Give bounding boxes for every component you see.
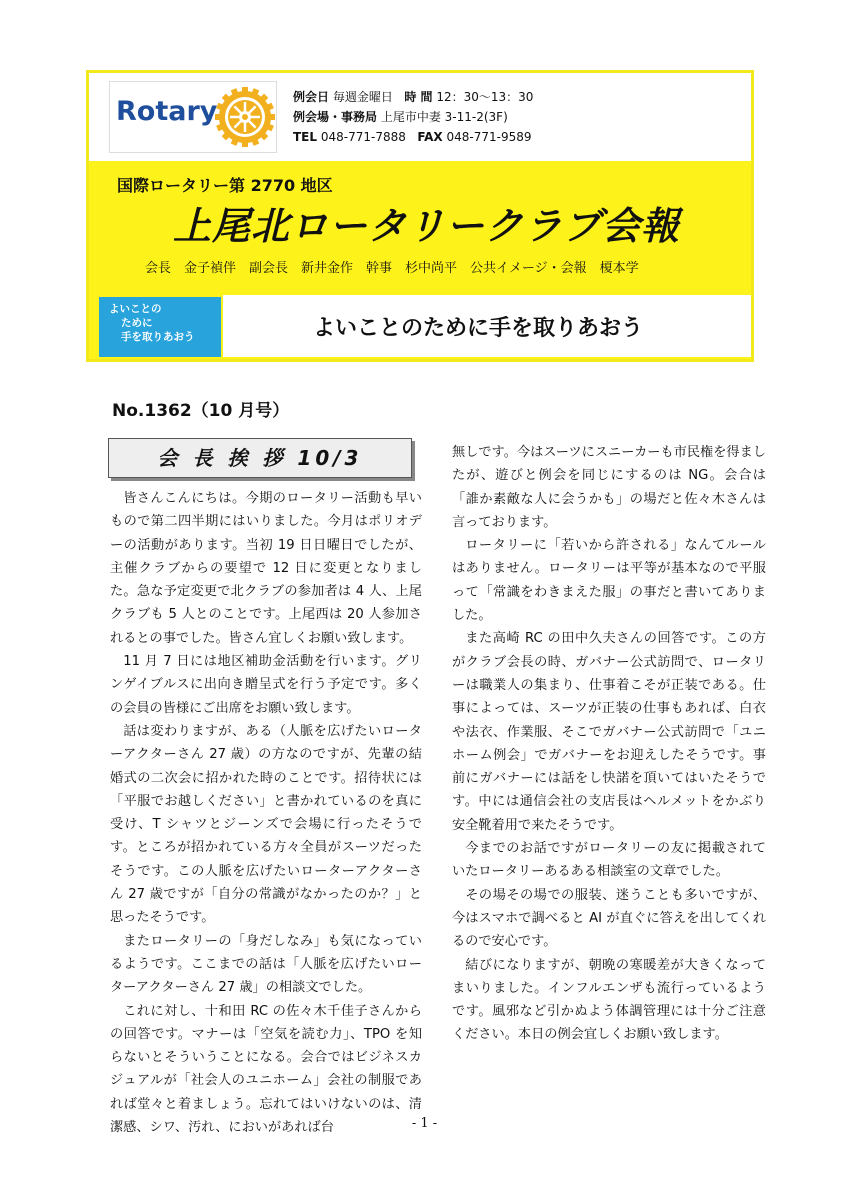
theme-logo-box [99, 297, 221, 357]
rotary-logo-text: Rotary [116, 96, 218, 127]
section-title: 会 長 挨 拶 10/3 [108, 438, 412, 478]
theme-small-line-1: よいことの [109, 303, 162, 315]
paragraph: これに対し、十和田 RC の佐々木千佳子さんからの回答です。マナーは「空気を読む力」、TPO を知らないとそういうことになる。会合ではビジネスカジュアルが「社会人のユニホーム」会社の制服であれば堂々と着ましょう。忘れてはいけないのは、清潔感、シワ、汚れ、においがあれば台 [110, 1003, 422, 1136]
time-label: 時 間 [404, 90, 433, 104]
paragraph: またロータリーの「身だしなみ」も気になっているようです。ここまでの話は「人脈を広げたいローターアクターさん 27 歳」の相談文でした。 [110, 933, 422, 996]
tel-number: 048-771-7888 [320, 130, 406, 144]
theme-banner [223, 295, 751, 357]
page-number: - 1 - [411, 1116, 438, 1131]
tel-label: TEL [293, 130, 318, 144]
issue-number: No.1362（10 月号） [112, 401, 290, 421]
officers-line: 会長 金子禎伴 副会長 新井金作 幹事 杉中尚平 公共イメージ・会報 榎本学 [145, 261, 639, 276]
article-column-left [110, 487, 422, 1139]
rotary-logo [109, 81, 277, 153]
paragraph: 話は変わりますが、ある（人脈を広げたいローターアクターさん 27 歳）の方なのですが、先輩の結婚式の二次会に招かれた時のことです。招待状には「平服でお越しください」と書かれているのを真に受け、T シャツとジーンズで会場に行ったそうです。ところが招かれている方々全員がスーツだったそうです。この人脈を広げたいローターアクターさん 27 歳ですが「自分の常識がなかったのか？」と思ったそうです。 [110, 723, 422, 926]
theme-small-line-2: ために [121, 317, 153, 329]
article-column-right [452, 441, 766, 1047]
paragraph: 今までのお話ですがロータリーの友に掲載されていたロータリーあるある相談室の文章でした。 [452, 841, 766, 880]
club-name-title: 上尾北ロータリークラブ会報 [173, 204, 681, 248]
paragraph: 無しです。今はスーツにスニーカーも市民権を得ましたが、遊びと例会を同じにするのは NG。会合は「誰か素敵な人に会うかも」の場だと佐々木さんは言っております。 [452, 445, 766, 530]
masthead [86, 70, 754, 362]
paragraph: 結びになりますが、朝晩の寒暖差が大きくなってまいりました。インフルエンザも流行っているようです。風邪など引かぬよう体調管理には十分ご注意ください。本日の例会宜しくお願い致します。 [452, 957, 766, 1043]
theme-text: よいことのために手を取りあおう [313, 316, 644, 341]
district-label: 国際ロータリー第 2770 地区 [117, 176, 333, 195]
theme-band [89, 289, 751, 359]
paragraph: ロータリーに「若いから許される」なんてルールはありません。ロータリーは平等が基本なので平服って「常識をわきまえた服」の事だと書いてありました。 [452, 538, 766, 624]
fax-number: 048-771-9589 [446, 130, 532, 144]
venue-label: 例会場・事務局 [293, 110, 378, 124]
theme-small-line-3: 手を取りあおう [121, 331, 195, 343]
meeting-day-label: 例会日 [293, 90, 330, 104]
meeting-info [293, 87, 533, 147]
meeting-time: 12：30～13：30 [436, 90, 534, 104]
masthead-top [89, 73, 751, 161]
title-band [89, 161, 751, 289]
paragraph: 11 月 7 日には地区補助金活動を行います。グリンゲイブルスに出向き贈呈式を行う予定です。多くの会員の皆様にご出席をお願い致します。 [110, 654, 422, 716]
venue: 上尾市中妻 3-11-2(3F) [380, 110, 508, 124]
paragraph: 皆さんこんにちは。今期のロータリー活動も早いもので第二四半期にはいりました。今月はポリオデーの活動があります。当初 19 日日曜日でしたが、主催クラブからの要望で 12 日に変更となりました。急な予定変更で北クラブの参加者は 4 人、上尾クラブも 5 人とのことです。上尾西は 20 人参加されるとの事でした。皆さん宜しくお願い致します。 [110, 491, 422, 646]
rotary-wheel-icon [214, 86, 276, 148]
paragraph: また高崎 RC の田中久夫さんの回答です。この方がクラブ会長の時、ガバナー公式訪問で、ロータリーは職業人の集まり、仕事着こそが正装である。仕事によっては、スーツが正装の仕事もあれば、白衣や法衣、作業服、そこでガバナー公式訪問で「ユニホーム例会」でガバナーをお迎えしたそうです。事前にガバナーには話をし快諾を頂いてはいたそうです。中には通信会社の支店長はヘルメットをかぶり安全靴着用で来たそうです。 [452, 631, 766, 833]
paragraph: その場その場での服装、迷うことも多いですが、今はスマホで調べると AI が直ぐに答えを出してくれるので安心です。 [452, 887, 766, 950]
meeting-day: 毎週金曜日 [332, 90, 393, 104]
fax-label: FAX [417, 130, 443, 144]
